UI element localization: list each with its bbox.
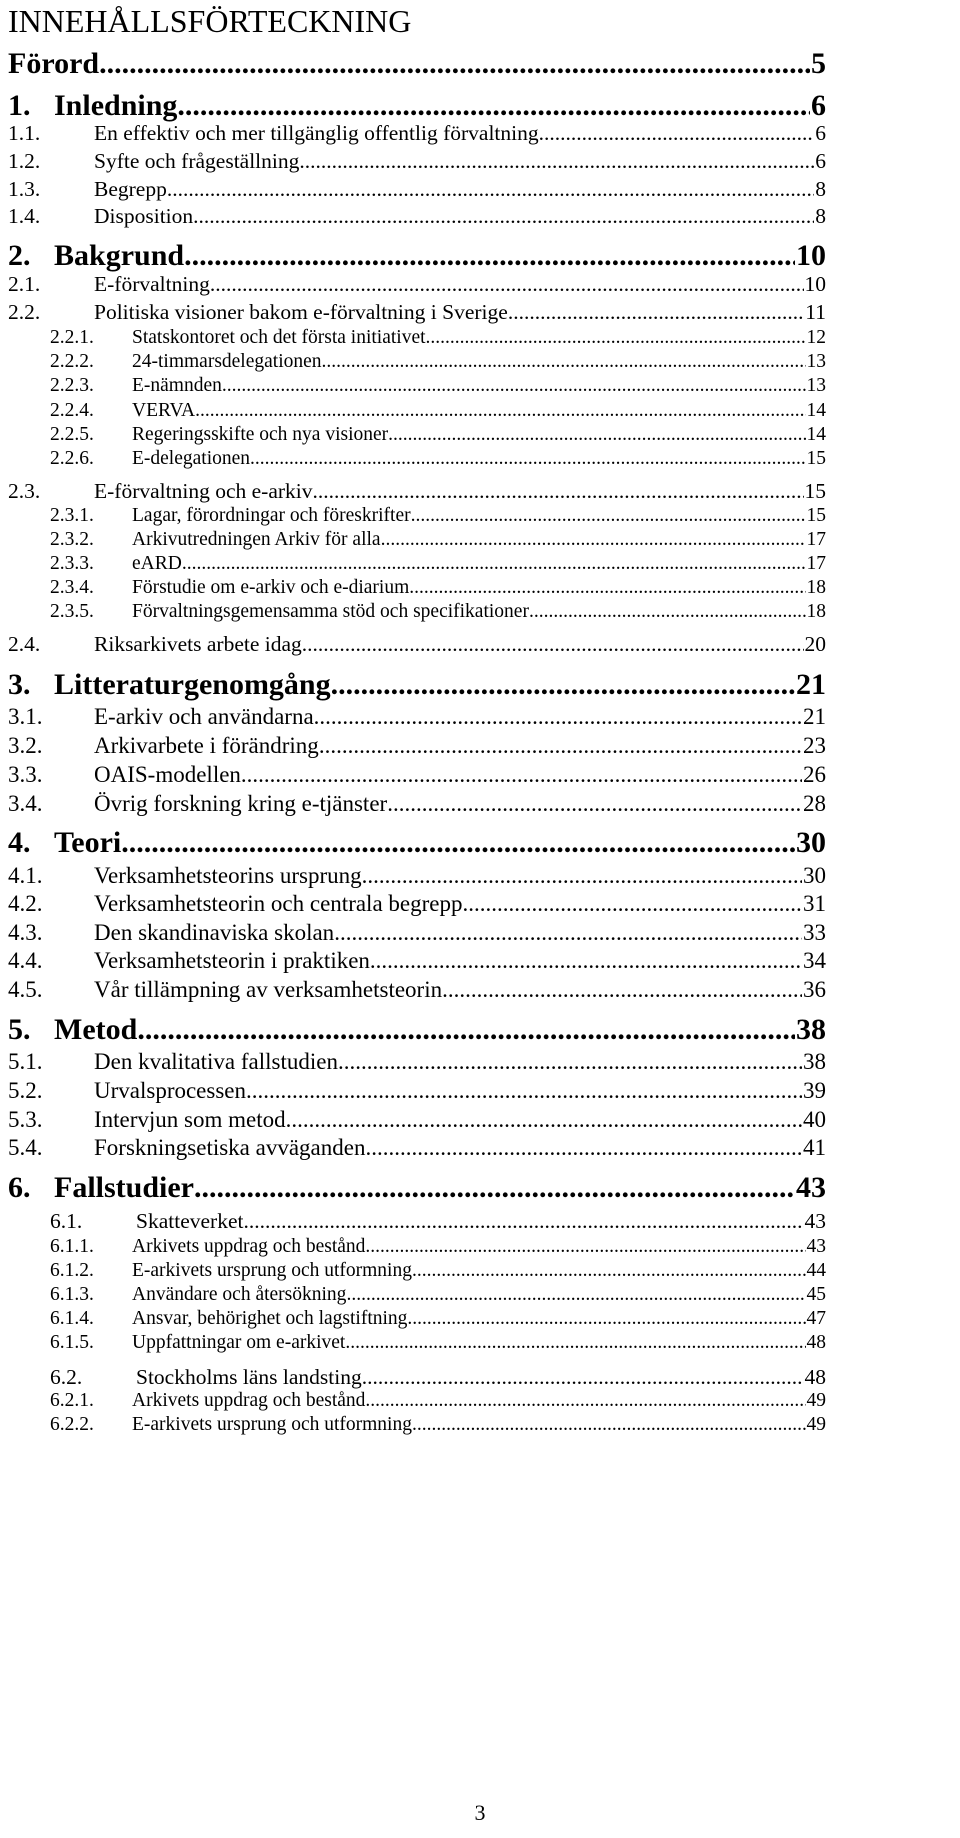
dot-leader [322, 350, 806, 374]
toc-entry[interactable] [8, 759, 826, 791]
toc-entry-number: 6.1.3. [50, 1284, 94, 1305]
toc-entry[interactable] [50, 576, 826, 600]
toc-entry-page: 8 [815, 177, 826, 201]
toc-entry-page: 18 [806, 577, 826, 598]
toc-entry-page: 17 [806, 529, 826, 550]
toc-entry[interactable] [50, 528, 826, 552]
dot-leader [331, 665, 795, 705]
dot-leader [387, 788, 802, 820]
toc-entry[interactable] [8, 888, 826, 920]
toc-entry-page: 30 [803, 863, 826, 888]
toc-entry-page: 15 [804, 479, 826, 503]
dot-leader [462, 888, 802, 920]
toc-entry[interactable] [50, 1307, 826, 1331]
toc-entry-page: 34 [803, 948, 826, 973]
toc-entry-page: 10 [804, 272, 826, 296]
toc-entry-page: 8 [815, 204, 826, 228]
toc-entry-page: 23 [803, 733, 826, 758]
toc-entry-number: 1.4. [8, 204, 41, 228]
toc-entry-number: 5.1. [8, 1049, 43, 1074]
dot-leader [314, 701, 802, 733]
toc-entry[interactable] [8, 701, 826, 733]
toc-entry[interactable] [50, 374, 826, 398]
dot-leader [388, 423, 805, 447]
toc-entry-page: 45 [806, 1284, 826, 1305]
toc-entry[interactable] [8, 297, 826, 327]
toc-entry-page: 17 [806, 553, 826, 574]
toc-entry-title: eARD [132, 553, 182, 574]
toc-entry-title: Användare och återsökning [132, 1284, 347, 1305]
toc-entry-title: Riksarkivets arbete idag [94, 632, 302, 656]
dot-leader [411, 504, 806, 528]
dot-leader [243, 1206, 803, 1236]
toc-entry[interactable] [50, 1413, 826, 1437]
toc-entry-number: 4.5. [8, 977, 43, 1002]
dot-leader [442, 974, 802, 1006]
toc-entry-number: 5. [8, 1013, 31, 1046]
toc-entry-title: VERVA [132, 400, 196, 421]
toc-entry-number: 1.3. [8, 177, 41, 201]
toc-entry-page: 5 [811, 47, 826, 80]
toc-entry-page: 26 [803, 762, 826, 787]
toc-entry[interactable] [8, 1075, 826, 1107]
toc-entry-number: 2.2.3. [50, 375, 94, 396]
toc-entry-title: Vår tillämpning av verksamhetsteorin [94, 977, 443, 1002]
toc-entry-title: Lagar, förordningar och föreskrifter [132, 505, 411, 526]
dot-leader [137, 1010, 795, 1050]
toc-entry[interactable] [8, 665, 826, 705]
toc-entry[interactable] [8, 1046, 826, 1078]
toc-entry-title: Ansvar, behörighet och lagstiftning [132, 1308, 408, 1329]
toc-entry-page: 30 [796, 826, 826, 859]
toc-entry-title: E-förvaltning och e-arkiv [94, 479, 313, 503]
dot-leader [194, 1168, 795, 1208]
dot-leader [529, 600, 806, 624]
toc-entry-title: E-arkivets ursprung och utformning [132, 1414, 412, 1435]
toc-entry-number: 3. [8, 668, 31, 701]
toc-entry-page: 31 [803, 891, 826, 916]
dot-leader [167, 174, 814, 204]
toc-entry-title: Förord [8, 47, 100, 80]
toc-entry[interactable] [8, 201, 826, 231]
toc-entry[interactable] [50, 447, 826, 471]
toc-entry[interactable] [8, 269, 826, 299]
toc-entry-number: 4.4. [8, 948, 43, 973]
toc-entry-title: Arkivarbete i förändring [94, 733, 319, 758]
toc-entry-title: Disposition [94, 204, 194, 228]
toc-entry-page: 14 [806, 400, 826, 421]
dot-leader [99, 44, 810, 84]
toc-entry-page: 36 [803, 977, 826, 1002]
toc-entry[interactable] [50, 350, 826, 374]
dot-leader [508, 297, 804, 327]
toc-entry-page: 40 [803, 1107, 826, 1132]
dot-leader [195, 399, 805, 423]
toc-entry[interactable] [50, 504, 826, 528]
toc-entry-title: Forskningsetiska avväganden [94, 1135, 366, 1160]
toc-entry-number: 4. [8, 826, 31, 859]
toc-entry-title: Förstudie om e-arkiv och e-diarium [132, 577, 410, 598]
toc-entry[interactable] [8, 174, 826, 204]
toc-entry-title: OAIS-modellen [94, 762, 241, 787]
toc-entry-title: E-nämnden [132, 375, 222, 396]
toc-entry-number: 2.2.6. [50, 448, 94, 469]
toc-entry-page: 13 [806, 351, 826, 372]
toc-entry[interactable] [50, 1283, 826, 1307]
dot-leader [338, 1046, 802, 1078]
toc-entry-number: 2.2. [8, 300, 41, 324]
toc-entry-title: Begrepp [94, 177, 167, 201]
toc-entry-title: Uppfattningar om e-arkivet [132, 1332, 346, 1353]
toc-entry-page: 21 [796, 668, 826, 701]
toc-entry-page: 38 [796, 1013, 826, 1046]
toc-entry-page: 39 [803, 1078, 826, 1103]
toc-entry-title: Verksamhetsteorin i praktiken [94, 948, 370, 973]
toc-entry[interactable] [50, 1389, 826, 1413]
toc-entry[interactable] [8, 945, 826, 977]
dot-leader [362, 1362, 804, 1392]
toc-entry[interactable] [50, 1235, 826, 1259]
toc-entry-number: 2. [8, 239, 31, 272]
toc-entry-number: 6.2.1. [50, 1390, 94, 1411]
toc-entry-page: 43 [804, 1209, 826, 1233]
toc-entry-number: 2.2.2. [50, 351, 94, 372]
toc-entry-number: 6.2. [50, 1365, 83, 1389]
toc-entry-title: Teori [54, 826, 122, 859]
toc-entry-title: Arkivets uppdrag och bestånd [132, 1390, 366, 1411]
toc-entry-page: 41 [803, 1135, 826, 1160]
toc-entry-number: 2.3.3. [50, 553, 94, 574]
toc-entry-page: 43 [796, 1171, 826, 1204]
toc-entry-page: 44 [806, 1260, 826, 1281]
toc-entry-page: 49 [806, 1390, 826, 1411]
toc-entry-title: Bakgrund [54, 239, 185, 272]
toc-entry[interactable] [50, 1331, 826, 1355]
toc-entry-title: Inledning [54, 89, 178, 122]
dot-leader [210, 269, 804, 299]
toc-entry-title: E-arkiv och användarna [94, 704, 314, 729]
toc-entry-title: Fallstudier [54, 1171, 194, 1204]
toc-entry-number: 2.2.4. [50, 400, 94, 421]
toc-entry[interactable] [8, 974, 826, 1006]
toc-entry-number: 2.3.2. [50, 529, 94, 550]
toc-entry-number: 1.1. [8, 121, 41, 145]
toc-entry-title: Arkivutredningen Arkiv för alla [132, 529, 381, 550]
toc-entry-title: Intervjun som metod [94, 1107, 286, 1132]
toc-entry-title: Politiska visioner bakom e-förvaltning i Sverige [94, 300, 508, 324]
toc-entry-page: 38 [803, 1049, 826, 1074]
dot-leader [346, 1283, 805, 1307]
dot-leader [319, 730, 802, 762]
toc-entry-number: 2.3.4. [50, 577, 94, 598]
toc-entry[interactable] [8, 629, 826, 659]
toc-entry-number: 1.2. [8, 149, 41, 173]
toc-entry-number: 2.4. [8, 632, 41, 656]
toc-entry-page: 15 [806, 448, 826, 469]
dot-leader [250, 447, 805, 471]
toc-entry-number: 3.1. [8, 704, 43, 729]
toc-entry[interactable] [8, 476, 826, 506]
toc-entry[interactable] [8, 146, 826, 176]
toc-entry[interactable] [8, 1168, 826, 1208]
toc-entry-number: 6.1.4. [50, 1308, 94, 1329]
toc-entry-page: 12 [806, 327, 826, 348]
dot-leader [412, 1259, 806, 1283]
toc-entry-title: Den skandinaviska skolan [94, 920, 335, 945]
toc-entry-number: 4.1. [8, 863, 43, 888]
dot-leader [412, 1413, 806, 1437]
dot-leader [241, 759, 802, 791]
toc-entry-title: Arkivets uppdrag och bestånd [132, 1236, 366, 1257]
toc-entry-title: Stockholms läns landsting [136, 1365, 362, 1389]
toc-entry-number: 6.2.2. [50, 1414, 94, 1435]
toc-entry-title: Regeringsskifte och nya visioner [132, 424, 389, 445]
toc-entry[interactable] [8, 1132, 826, 1164]
toc-entry[interactable] [50, 1362, 826, 1392]
dot-leader [182, 552, 806, 576]
toc-entry-number: 2.2.5. [50, 424, 94, 445]
toc-entry-page: 18 [806, 601, 826, 622]
toc-entry-title: Metod [54, 1013, 138, 1046]
toc-entry[interactable] [8, 788, 826, 820]
dot-leader [302, 629, 804, 659]
toc-entry-title: Statskontoret och det första initiativet [132, 327, 426, 348]
toc-title: INNEHÅLLSFÖRTECKNING [8, 3, 412, 39]
toc-entry-number: 1. [8, 89, 31, 122]
dot-leader [426, 326, 806, 350]
dot-leader [407, 1307, 805, 1331]
toc-entry[interactable] [50, 552, 826, 576]
toc-entry-title: Den kvalitativa fallstudien [94, 1049, 338, 1074]
toc-entry[interactable] [50, 600, 826, 624]
dot-leader [193, 201, 814, 231]
toc-entry-title: E-förvaltning [94, 272, 210, 296]
toc-entry-number: 6.1.1. [50, 1236, 94, 1257]
toc-entry-title: Övrig forskning kring e-tjänster [94, 791, 388, 816]
toc-entry-number: 6.1.5. [50, 1332, 94, 1353]
toc-entry-number: 2.3.5. [50, 601, 94, 622]
toc-entry-title: E-delegationen [132, 448, 251, 469]
toc-entry-number: 4.3. [8, 920, 43, 945]
toc-entry-number: 3.2. [8, 733, 43, 758]
dot-leader [370, 945, 802, 977]
dot-leader [365, 1235, 805, 1259]
dot-leader [299, 146, 814, 176]
toc-entry-title: Verksamhetsteorins ursprung [94, 863, 362, 888]
toc-entry-number: 5.2. [8, 1078, 43, 1103]
toc-entry-page: 14 [806, 424, 826, 445]
dot-leader [365, 1132, 802, 1164]
dot-leader [381, 528, 806, 552]
toc-entry-number: 6.1.2. [50, 1260, 94, 1281]
toc-entry-page: 49 [806, 1414, 826, 1435]
toc-entry-page: 43 [806, 1236, 826, 1257]
toc-entry-page: 48 [804, 1365, 826, 1389]
toc-entry-number: 3.4. [8, 791, 43, 816]
toc-entry-title: Syfte och frågeställning [94, 149, 300, 173]
toc-entry[interactable] [50, 1259, 826, 1283]
toc-entry-number: 6.1. [50, 1209, 83, 1233]
toc-entry-page: 47 [806, 1308, 826, 1329]
toc-entry-number: 2.1. [8, 272, 41, 296]
toc-entry[interactable] [8, 1010, 826, 1050]
toc-entry[interactable] [50, 399, 826, 423]
toc-entry-number: 2.2.1. [50, 327, 94, 348]
toc-entry[interactable] [8, 823, 826, 863]
toc-entry-number: 5.4. [8, 1135, 43, 1160]
toc-entry-page: 6 [815, 149, 826, 173]
toc-entry[interactable] [8, 730, 826, 762]
dot-leader [222, 374, 806, 398]
toc-entry-number: 4.2. [8, 891, 43, 916]
toc-entry-page: 28 [803, 791, 826, 816]
dot-leader [313, 476, 804, 506]
dot-leader [345, 1331, 805, 1355]
toc-entry-number: 3.3. [8, 762, 43, 787]
dot-leader [121, 823, 795, 863]
toc-entry-title: Förvaltningsgemensamma stöd och specifikationer [132, 601, 529, 622]
toc-entry-number: 2.3. [8, 479, 41, 503]
toc-entry-title: E-arkivets ursprung och utformning [132, 1260, 412, 1281]
toc-entry-number: 2.3.1. [50, 505, 94, 526]
toc-entry[interactable] [50, 326, 826, 350]
toc-entry-page: 10 [796, 239, 826, 272]
dot-leader [409, 576, 805, 600]
toc-entry-title: En effektiv och mer tillgänglig offentlig förvaltning [94, 121, 539, 145]
toc-entry-number: 6. [8, 1171, 31, 1204]
toc-entry-page: 33 [803, 920, 826, 945]
dot-leader [365, 1389, 805, 1413]
toc-entry-page: 48 [806, 1332, 826, 1353]
toc-entry-page: 21 [803, 704, 826, 729]
toc-entry-title: Verksamhetsteorin och centrala begrepp [94, 891, 463, 916]
dot-leader [539, 118, 815, 148]
page-number: 3 [474, 1800, 486, 1825]
dot-leader [246, 1075, 802, 1107]
toc-entry[interactable] [50, 423, 826, 447]
toc-entry-page: 13 [806, 375, 826, 396]
toc-entry-page: 6 [811, 89, 826, 122]
toc-entry[interactable] [50, 1206, 826, 1236]
toc-entry-page: 20 [804, 632, 826, 656]
toc-entry-page: 6 [815, 121, 826, 145]
toc-entry-title: 24-timmarsdelegationen [132, 351, 322, 372]
toc-entry-number: 5.3. [8, 1107, 43, 1132]
toc-entry-page: 11 [805, 300, 826, 324]
toc-entry-title: Skatteverket [136, 1209, 244, 1233]
toc-entry-title: Litteraturgenomgång [54, 668, 331, 701]
toc-entry-page: 15 [806, 505, 826, 526]
toc-entry[interactable] [8, 44, 826, 84]
toc-entry-title: Urvalsprocessen [94, 1078, 247, 1103]
toc-entry[interactable] [8, 118, 826, 148]
